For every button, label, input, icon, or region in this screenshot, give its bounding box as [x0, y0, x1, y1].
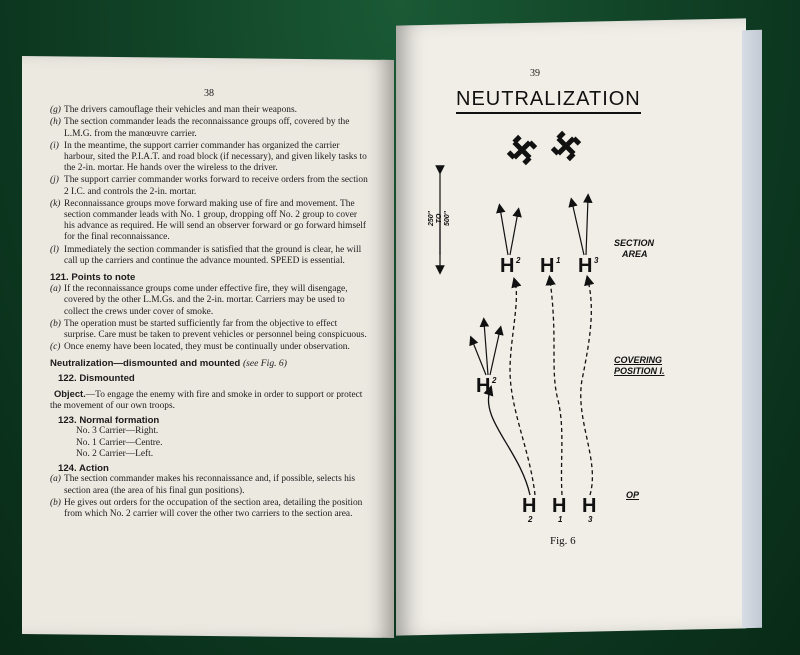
distance-label — [428, 211, 452, 226]
item-text: Once enemy have been located, they must be continually under observation. — [64, 342, 350, 353]
list-item — [50, 319, 368, 341]
item-text: The section commander leads the reconnaissance groups off, covered by the L.M.G. from the manœuvre carrier. — [64, 117, 350, 139]
section-heading: 124. Action — [58, 463, 109, 475]
list-item — [50, 117, 368, 139]
item-text: He gives out orders for the occupation of the section area, detailing the position from which No. 2 carrier will cover the other two carriers to the section area. — [64, 497, 363, 519]
section-area-label — [614, 238, 654, 260]
carrier-number: 1 — [556, 256, 561, 265]
enemy-symbol — [506, 134, 537, 165]
carrier-number: 2 — [528, 515, 533, 524]
page-edge — [742, 30, 762, 628]
item-text: The section commander makes his reconnaissance and, if possible, selects his section area (the area of his final gun positions). — [64, 474, 356, 496]
page-number: 38 — [204, 88, 214, 99]
list-item — [50, 105, 368, 116]
section-heading: 121. Points to note — [50, 272, 136, 284]
list-item — [50, 141, 368, 175]
item-label: (h) — [50, 117, 61, 128]
list-item — [50, 175, 368, 197]
figure-caption: Fig. 6 — [550, 535, 576, 547]
item-label: (g) — [50, 105, 61, 116]
items-list — [50, 105, 368, 267]
item-text: Immediately the section commander is satisfied that the ground is clear, he will call up the carriers and continue the advance mounted. SPEED is essential. — [64, 244, 362, 266]
carrier-number: 2 — [516, 256, 521, 265]
item-label: (b) — [50, 497, 61, 508]
object-label: Object. — [54, 387, 86, 399]
enemy-symbol — [550, 130, 581, 161]
carrier-symbol: H — [582, 495, 597, 517]
carrier-number: 3 — [594, 256, 599, 265]
distance-label-line: 500" — [444, 211, 451, 226]
list-item — [50, 498, 368, 520]
item-text: Reconnaissance groups move forward making use of fire and movement. The section commander leads with No. 1 group, dropping off No. 2 group to cover his advance as required. He will send an observer forward or go forward himself for the final reconnaissance. — [64, 198, 366, 243]
list-item — [50, 284, 368, 318]
figure-reference: (see Fig. 6) — [242, 358, 287, 370]
label-line: COVERING — [614, 355, 663, 365]
item-text: If the reconnaissance groups come under effective fire, they will disengage, covered by the other L.M.Gs. and the 2-in. mortar. Carriers may be used to collect the crews under cover of smoke. — [64, 284, 348, 317]
item-label: (a) — [50, 284, 61, 295]
neutralization-diagram — [400, 50, 740, 570]
item-text: The support carrier commander works forward to receive orders from the section 2 I.C. and controls the 2-in. mortar. — [64, 175, 368, 197]
label-line: POSITION I. — [614, 366, 665, 376]
section-heading: 122. Dismounted — [58, 372, 135, 384]
list-item — [50, 474, 368, 496]
item-label: (l) — [50, 244, 59, 255]
fire-arrows — [472, 198, 588, 375]
object-paragraph — [50, 388, 368, 412]
list-item — [50, 245, 368, 267]
left-page — [50, 88, 368, 521]
object-text: —To engage the enemy with fire and smoke in order to support or protect the movement of our own troops. — [50, 389, 363, 412]
covering-position-label — [614, 355, 665, 377]
label-line: AREA — [622, 249, 648, 259]
formation-line: No. 2 Carrier—Left. — [76, 448, 154, 459]
carrier-number: 1 — [558, 515, 563, 524]
page-number: 39 — [530, 68, 540, 79]
carrier-symbol: H — [522, 495, 537, 517]
item-label: (b) — [50, 318, 61, 329]
formation-line: No. 1 Carrier—Centre. — [76, 437, 163, 448]
list-item — [50, 342, 368, 353]
section-heading: 123. Normal formation — [58, 415, 160, 427]
item-text: The operation must be started sufficiently far from the objective to effect surprise. Care must be taken to prevent vehicles or personnel being conspicuous. — [64, 318, 367, 341]
item-label: (c) — [50, 342, 61, 353]
right-page — [400, 50, 740, 630]
carrier-symbol: H — [540, 255, 555, 277]
item-text: The drivers camouflage their vehicles and man their weapons. — [64, 105, 297, 116]
op-label: OP — [626, 490, 640, 500]
formation-line: No. 3 Carrier—Right. — [76, 426, 159, 437]
distance-label-line: 250" — [428, 211, 435, 226]
page-title: NEUTRALIZATION — [456, 88, 641, 114]
carrier-symbol: H — [500, 255, 515, 277]
label-line: SECTION — [614, 238, 655, 248]
heading-text: Neutralization—dismounted and mounted — [50, 358, 241, 370]
distance-label-line: TO — [436, 213, 443, 224]
item-text: In the meantime, the support carrier commander has organized the carrier harbour, sited the P.I.A.T. and road block (if necessary), and given likely tasks to the 2-in. mortar. He hands over the wireless to the driver. — [64, 140, 367, 174]
carrier-symbol: H — [578, 255, 593, 277]
item-label: (j) — [50, 175, 59, 186]
item-label: (i) — [50, 140, 59, 151]
item-label: (k) — [50, 198, 61, 209]
list-item — [50, 199, 368, 244]
movement-paths — [488, 280, 592, 495]
item-label: (a) — [50, 474, 61, 485]
carrier-symbol: H — [476, 375, 491, 397]
carrier-number: 2 — [492, 376, 497, 385]
neutralization-heading — [50, 358, 368, 369]
carrier-number: 3 — [588, 515, 593, 524]
carrier-symbol: H — [552, 495, 567, 517]
